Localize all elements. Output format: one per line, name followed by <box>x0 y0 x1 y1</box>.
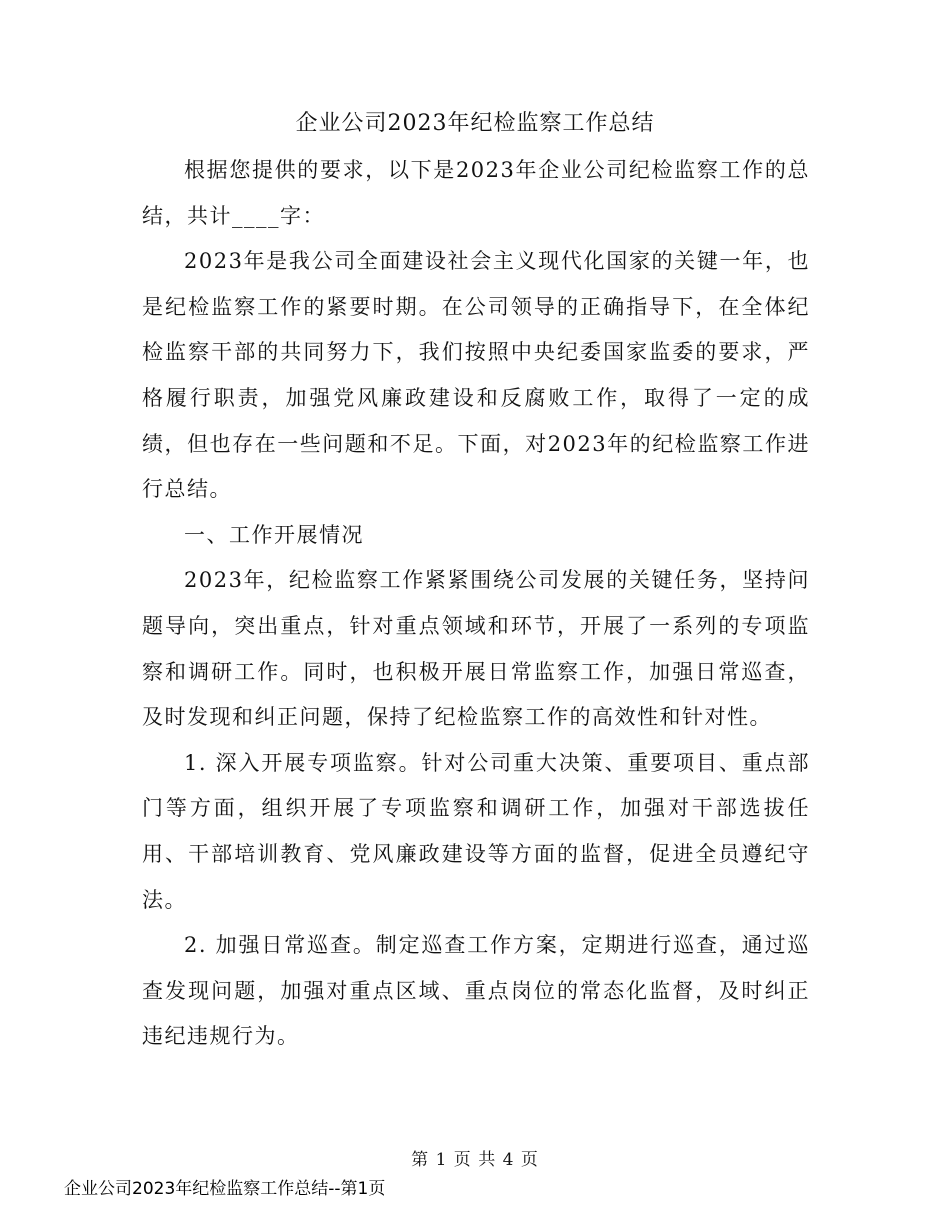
body-paragraph-intro: 根据您提供的要求，以下是2023年企业公司纪检监察工作的总结，共计____字： <box>142 158 810 228</box>
body-paragraph-overview: 2023年是我公司全面建设社会主义现代化国家的关键一年，也是纪检监察工作的紧要时期。在公司领导的正确指导下，在全体纪检监察干部的共同努力下，我们按照中央纪委国家监委的要求，严格履行职责，加强党风廉政建设和反腐败工作，取得了一定的成绩，但也存在一些问题和不足。下面，对2023年的纪检监察工作进行总结。 <box>142 249 810 502</box>
document-title: 企业公司2023年纪检监察工作总结 <box>295 111 655 136</box>
body-paragraph-item-2: 2. 加强日常巡查。制定巡查工作方案，定期进行巡查，通过巡查发现问题，加强对重点区域、重点岗位的常态化监督，及时纠正违纪违规行为。 <box>142 933 810 1049</box>
section-heading: 一、工作开展情况 <box>184 522 364 547</box>
footer-label: 企业公司2023年纪检监察工作总结--第1页 <box>64 1179 386 1199</box>
document-body <box>142 148 810 1060</box>
page-number: 第 1 页 共 4 页 <box>411 1150 539 1170</box>
body-paragraph-work-status: 2023年，纪检监察工作紧紧围绕公司发展的关键任务，坚持问题导向，突出重点，针对重点领域和环节，开展了一系列的专项监察和调研工作。同时，也积极开展日常监察工作，加强日常巡查，及时发现和纠正问题，保持了纪检监察工作的高效性和针对性。 <box>142 568 810 730</box>
body-paragraph-item-1: 1. 深入开展专项监察。针对公司重大决策、重要项目、重点部门等方面，组织开展了专项监察和调研工作，加强对干部选拔任用、干部培训教育、党风廉政建设等方面的监督，促进全员遵纪守法。 <box>142 750 810 912</box>
